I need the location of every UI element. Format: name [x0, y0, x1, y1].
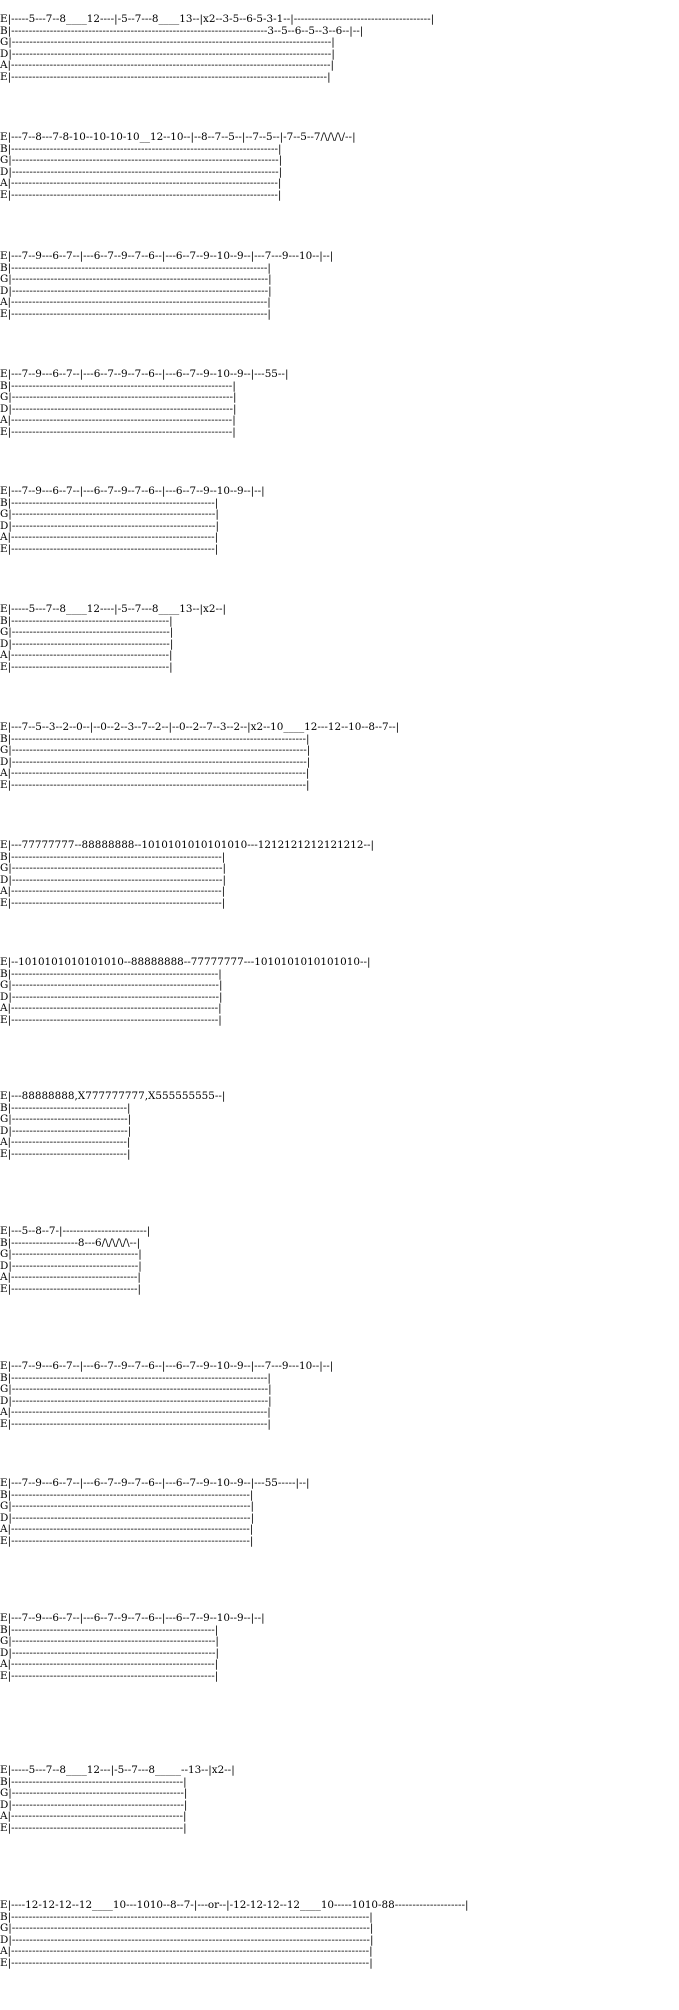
- tab-block-14: [0, 1613, 265, 1683]
- tab-block-6: [0, 604, 226, 674]
- string-line: D|----------------------------------------------------------------------------|: [0, 165, 283, 178]
- string-line: B|-------------------------------------------------------------------------|: [0, 1371, 271, 1384]
- string-line: E|---7--8---7-8-10--10-10-10__12--10--|--8--7--5--|--7--5--|-7--5--7/\/\/\/--|: [0, 131, 356, 143]
- string-line: B|-----------------------------------------------------------|: [0, 967, 222, 980]
- string-line: G|--------------------------------------------------------------------|: [0, 1500, 255, 1513]
- string-line: G|-------------------------------------------------------------------------------------------|: [0, 36, 335, 49]
- string-line: E|---------------------------------------------------------------|: [0, 425, 236, 438]
- string-line: E|-------------------------------------------------------------------------|: [0, 1417, 271, 1430]
- string-line: D|-------------------------------------------------------------------------|: [0, 284, 272, 297]
- string-line: E|-----------------------------------------------------------|: [0, 1013, 222, 1026]
- string-line: B|----------------------------------------------------------------------------|: [0, 142, 282, 155]
- tab-block-8: [0, 840, 374, 910]
- string-line: E|---7--9---6--7--|---6--7--9--7--6--|---6--7--9--10--9--|---7---9---10--|--|: [0, 1360, 334, 1372]
- string-line: E|----12-12-12--12____10---1010--8--7-|---or--|-12-12-12--12____10-----1010-88--------------------|: [0, 1899, 469, 1911]
- string-line: E|---88888888,X777777777,X555555555--|: [0, 1090, 226, 1102]
- string-line: E|---77777777--88888888--1010101010101010---1212121212121212--|: [0, 839, 375, 851]
- string-line: A|-----------------------------------------------------------|: [0, 1002, 222, 1015]
- string-line: E|---------------------------------------------|: [0, 660, 173, 673]
- string-line: G|------------------------------------------------------------|: [0, 862, 226, 875]
- tab-block-2: [0, 132, 356, 202]
- string-line: G|---------------------------------|: [0, 1113, 132, 1126]
- string-line: E|-----5---7--8____12---|-5--7---8_____--13--|x2--|: [0, 1764, 235, 1776]
- string-line: B|--------------------------------------------------------------------|: [0, 1488, 254, 1501]
- string-line: B|-------------------------------------------------------------------------3--5--6--5--3--6--|--|: [0, 24, 364, 37]
- string-line: B|-------------------------------------------------------------------------|: [0, 261, 271, 274]
- string-line: A|--------------------------------------------------------------------|: [0, 1523, 254, 1536]
- tab-block-11: [0, 1226, 150, 1296]
- string-line: G|-------------------------------------------------|: [0, 1787, 188, 1800]
- string-line: A|-------------------------------------------------------------------------|: [0, 296, 271, 309]
- string-line: E|------------------------------------------------------------------------------------------------------|: [0, 1956, 373, 1969]
- string-line: E|------------------------------------------------------------|: [0, 896, 226, 909]
- tab-block-10: [0, 1091, 225, 1161]
- tab-block-5: [0, 486, 265, 556]
- string-line: E|---7--9---6--7--|---6--7--9--7--6--|---6--7--9--10--9--|--|: [0, 1612, 265, 1624]
- string-line: E|----------------------------------------------------------|: [0, 1669, 219, 1682]
- tab-block-12: [0, 1361, 333, 1431]
- string-line: A|------------------------------------|: [0, 1271, 141, 1284]
- string-line: E|-----5---7--8____12----|-5--7---8____13--|x2--|: [0, 603, 226, 615]
- string-line: E|---7--9---6--7--|---6--7--9--7--6--|---6--7--9--10--9--|---55--|: [0, 368, 289, 380]
- string-line: G|------------------------------------------------------------------------------------------------------|: [0, 1922, 374, 1935]
- string-line: D|------------------------------------------------------------------------------------------------------|: [0, 1933, 374, 1946]
- string-line: E|---5--8--7-|------------------------|: [0, 1225, 151, 1237]
- string-line: A|-------------------------------------------------|: [0, 1810, 187, 1823]
- string-line: G|-------------------------------------------------------------------------|: [0, 1383, 272, 1396]
- tab-block-16: [0, 1900, 469, 1970]
- string-line: B|------------------------------------------------------------------------------------------------------|: [0, 1910, 373, 1923]
- string-line: A|------------------------------------------------------------------------------------|: [0, 767, 310, 780]
- string-line: G|---------------------------------------------|: [0, 626, 174, 639]
- string-line: D|-------------------------------------------------|: [0, 1798, 188, 1811]
- string-line: E|---7--9---6--7--|---6--7--9--7--6--|---6--7--9--10--9--|---7---9---10--|--|: [0, 250, 334, 262]
- string-line: D|----------------------------------------------------------|: [0, 519, 219, 532]
- string-line: B|------------------------------------------------------------|: [0, 850, 226, 863]
- string-line: D|---------------------------------------------|: [0, 637, 174, 650]
- string-line: B|----------------------------------------------------------|: [0, 496, 219, 509]
- string-line: D|-------------------------------------------------------------------------------------------|: [0, 47, 335, 60]
- tab-block-7: [0, 722, 399, 792]
- string-line: D|----------------------------------------------------------|: [0, 1646, 219, 1659]
- tab-block-4: [0, 369, 288, 439]
- string-line: B|---------------------------------------------------------------|: [0, 379, 236, 392]
- string-line: G|---------------------------------------------------------------|: [0, 391, 237, 404]
- string-line: E|--1010101010101010--88888888--77777777---1010101010101010--|: [0, 956, 371, 968]
- string-line: D|-----------------------------------------------------------|: [0, 990, 223, 1003]
- string-line: A|-------------------------------------------------------------------------------------------|: [0, 59, 334, 72]
- string-line: G|-------------------------------------------------------------------------|: [0, 273, 272, 286]
- string-line: A|---------------------------------------------|: [0, 649, 173, 662]
- string-line: A|---------------------------------------------------------------|: [0, 414, 236, 427]
- string-line: B|---------------------------------------------|: [0, 614, 173, 627]
- tab-block-3: [0, 251, 333, 321]
- string-line: E|------------------------------------------------------------------------------------------|: [0, 70, 331, 83]
- string-line: D|-------------------------------------------------------------------------|: [0, 1394, 272, 1407]
- string-line: B|-------------------8---6/\/\/\/\--|: [0, 1236, 141, 1249]
- string-line: D|---------------------------------------------------------------|: [0, 402, 237, 415]
- string-line: D|------------------------------------|: [0, 1259, 142, 1272]
- string-line: E|-------------------------------------------------|: [0, 1821, 187, 1834]
- tab-block-9: [0, 957, 371, 1027]
- string-line: E|----------------------------------------------------------|: [0, 542, 219, 555]
- string-line: B|-------------------------------------------------|: [0, 1775, 187, 1788]
- string-line: G|----------------------------------------------------------|: [0, 1635, 219, 1648]
- string-line: E|------------------------------------------------------------------------------------|: [0, 778, 310, 791]
- string-line: E|---7--9---6--7--|---6--7--9--7--6--|---6--7--9--10--9--|---55-----|--|: [0, 1477, 310, 1489]
- string-line: E|--------------------------------------------------------------------|: [0, 1534, 254, 1547]
- string-line: B|------------------------------------------------------------------------------------|: [0, 732, 310, 745]
- string-line: G|----------------------------------------------------------|: [0, 508, 219, 521]
- string-line: E|-------------------------------------------------------------------------|: [0, 307, 271, 320]
- string-line: A|------------------------------------------------------------------------------------------------------|: [0, 1945, 373, 1958]
- string-line: G|-----------------------------------------------------------|: [0, 979, 223, 992]
- string-line: A|---------------------------------|: [0, 1136, 131, 1149]
- string-line: E|---7--9---6--7--|---6--7--9--7--6--|---6--7--9--10--9--|--|: [0, 485, 265, 497]
- string-line: D|--------------------------------------------------------------------|: [0, 1511, 255, 1524]
- tab-block-15: [0, 1765, 235, 1835]
- string-line: E|------------------------------------|: [0, 1282, 141, 1295]
- string-line: G|----------------------------------------------------------------------------|: [0, 154, 283, 167]
- tab-block-13: [0, 1478, 310, 1548]
- string-line: A|----------------------------------------------------------------------------|: [0, 177, 282, 190]
- string-line: A|------------------------------------------------------------|: [0, 885, 226, 898]
- string-line: A|-------------------------------------------------------------------------|: [0, 1406, 271, 1419]
- string-line: G|------------------------------------|: [0, 1248, 142, 1261]
- string-line: B|---------------------------------|: [0, 1101, 131, 1114]
- string-line: A|----------------------------------------------------------|: [0, 531, 219, 544]
- string-line: D|---------------------------------|: [0, 1124, 132, 1137]
- string-line: B|----------------------------------------------------------|: [0, 1623, 219, 1636]
- string-line: E|---7--5--3--2--0--|--0--2--3--7--2--|--0--2--7--3--2--|x2--10____12---12--10--8--7--|: [0, 721, 400, 733]
- string-line: D|------------------------------------------------------------------------------------|: [0, 755, 311, 768]
- string-line: G|------------------------------------------------------------------------------------|: [0, 744, 311, 757]
- tab-block-1: [0, 14, 434, 84]
- string-line: E|-----5---7--8____12----|-5--7---8____13--|x2--3-5--6-5-3-1--|---------------------------------------|: [0, 13, 435, 25]
- string-line: D|------------------------------------------------------------|: [0, 873, 226, 886]
- string-line: E|---------------------------------|: [0, 1147, 131, 1160]
- string-line: A|----------------------------------------------------------|: [0, 1658, 219, 1671]
- string-line: E|----------------------------------------------------------------------------|: [0, 188, 282, 201]
